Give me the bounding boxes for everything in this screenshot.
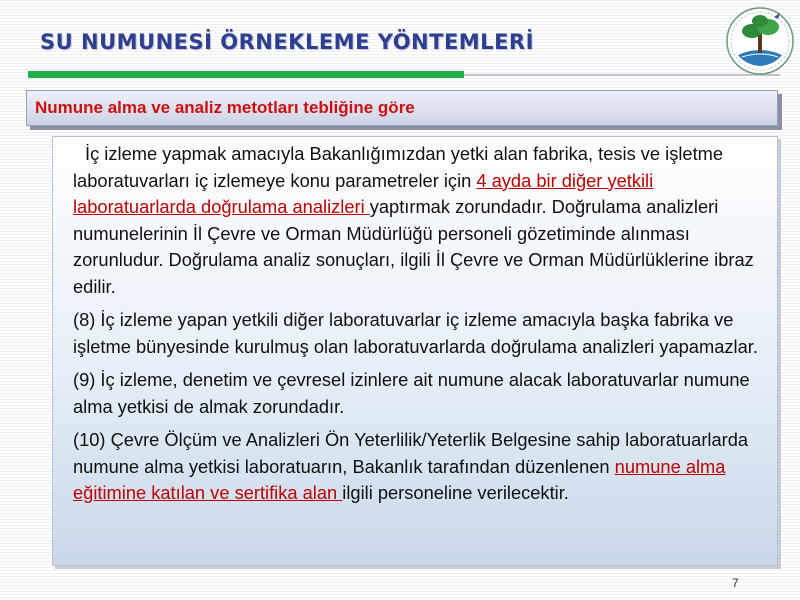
subtitle-text: Numune alma ve analiz metotları tebliğine göre	[35, 98, 415, 117]
content-panel	[52, 136, 778, 566]
paragraph-3: (9) İç izleme, denetim ve çevresel izinlere ait numune alacak laboratuvarlar numune alma yetkisi de almak zorundadır.	[73, 369, 750, 417]
title-underline-bar	[28, 71, 464, 78]
paragraph-1-highlight: 4 ayda bir diğer yetkili laboratuarlarda doğrulama analizleri	[73, 169, 654, 217]
slide-title: SU NUMUNESİ ÖRNEKLEME YÖNTEMLERİ	[40, 30, 534, 54]
paragraph-2: (8) İç izleme yapan yetkili diğer laboratuvarlar iç izleme amacıyla başka fabrika ve işletme bünyesinde kurulmuş olan laboratuvarlarda doğrulama analizleri yapamazlar.	[73, 309, 758, 357]
paragraph-4-end: ilgili personeline verilecektir.	[342, 482, 569, 503]
paragraph-4	[73, 427, 773, 507]
ministry-tree-logo-icon	[724, 5, 796, 77]
paragraph-4-highlight: numune alma eğitimine katılan ve sertifika alan	[73, 455, 726, 503]
paragraph-1	[73, 141, 773, 300]
page-number: 7	[732, 576, 739, 590]
paragraph-1-start: İç izleme yapmak amacıyla Bakanlığımızdan yetki alan fabrika, tesis ve işletme laboratuvarları iç izlemeye konu parametreler için	[73, 143, 724, 191]
subtitle-banner	[26, 90, 778, 126]
content-text	[73, 141, 773, 514]
paragraph-4-start: (10) Çevre Ölçüm ve Analizleri Ön Yeterlilik/Yeterlik Belgesine sahip laboratuarlarda numune alma yetkisi laboratuarın, Bakanlık tarafından düzenlenen	[73, 429, 749, 477]
paragraph-1-end: yaptırmak zorundadır. Doğrulama analizleri numunelerinin İl Çevre ve Orman Müdürlüğü personeli gözetiminde alınması zorunludur. Doğrulama analiz sonuçları, ilgili İl Çevre ve Orman Müdürlüklerine ibraz edilir.	[73, 196, 754, 297]
